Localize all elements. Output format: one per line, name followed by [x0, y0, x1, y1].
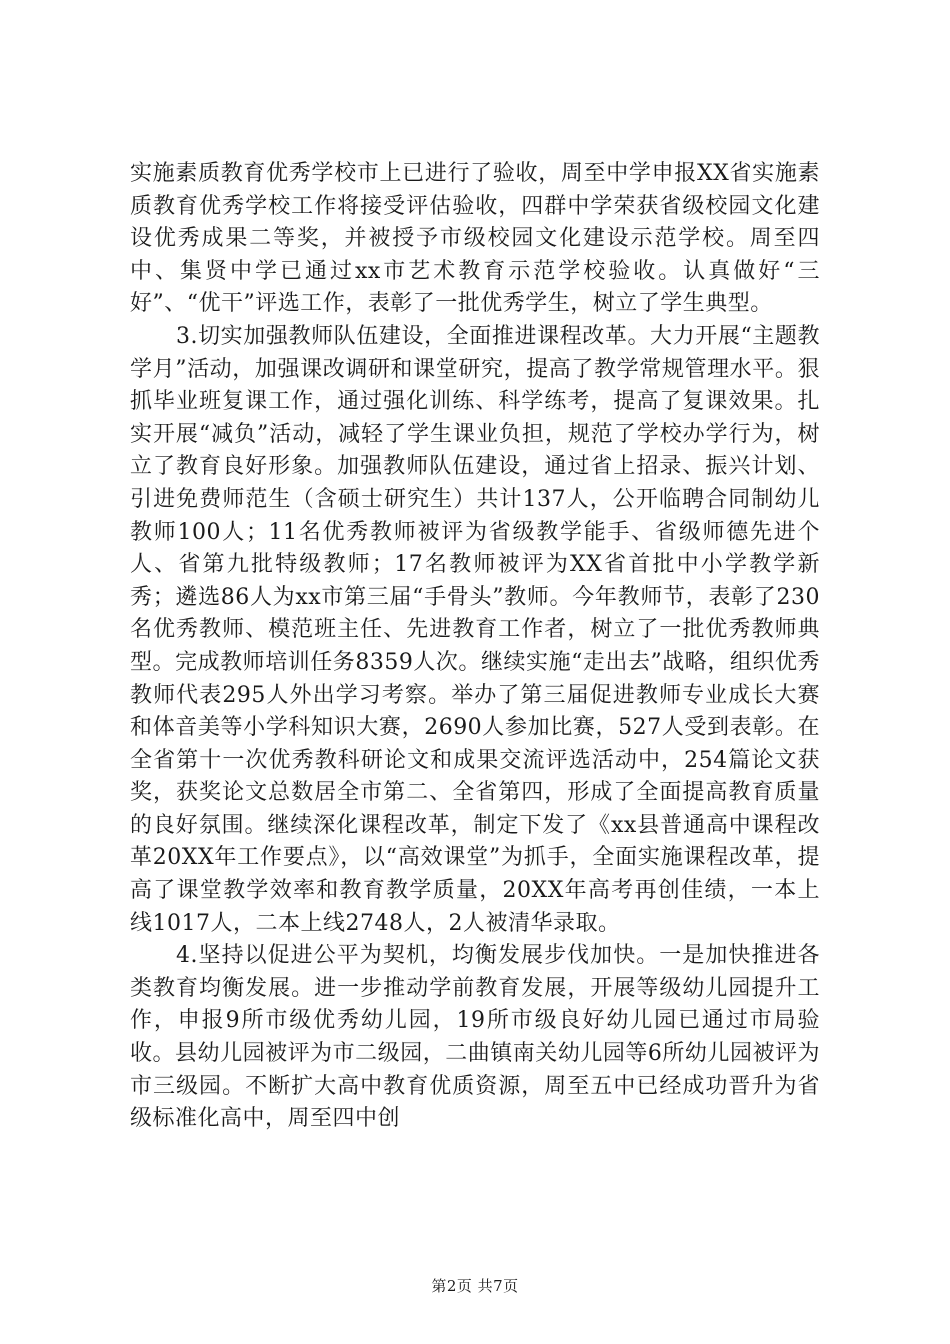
- page-footer: 第2页 共7页: [431, 1277, 519, 1295]
- document-body: [130, 158, 820, 1136]
- paragraph-teacher-team: 3.切实加强教师队伍建设，全面推进课程改革。大力开展“主题教学月”活动，加强课改调研和课堂研究，提高了教学常规管理水平。狠抓毕业班复课工作，通过强化训练、科学练考，提高了复课效果。扎实开展“减负”活动，减轻了学生课业负担，规范了学校办学行为，树立了教育良好形象。加强教师队伍建设，通过省上招录、振兴计划、引进免费师范生（含硕士研究生）共计137人，公开临聘合同制幼儿教师100人；11名优秀教师被评为省级教学能手、省级师德先进个人、省第九批特级教师；17名教师被评为XX省首批中小学教学新秀；遴选86人为xx市第三届“手骨头”教师。今年教师节，表彰了230名优秀教师、模范班主任、先进教育工作者，树立了一批优秀教师典型。完成教师培训任务8359人次。继续实施“走出去”战略，组织优秀教师代表295人外出学习考察。举办了第三届促进教师专业成长大赛和体音美等小学科知识大赛，2690人参加比赛，527人受到表彰。在全省第十一次优秀教科研论文和成果交流评选活动中，254篇论文获奖，获奖论文总数居全市第二、全省第四，形成了全面提高教育质量的良好氛围。继续深化课程改革，制定下发了《xx县普通高中课程改革20XX年工作要点》，以“高效课堂”为抓手，全面实施课程改革，提高了课堂教学效率和教育教学质量，20XX年高考再创佳绩，一本上线1017人，二本上线2748人，2人被清华录取。: [130, 323, 820, 936]
- paragraph-continuation: 实施素质教育优秀学校市上已进行了验收，周至中学申报XX省实施素质教育优秀学校工作将接受评估验收，四群中学荣获省级校园文化建设优秀成果二等奖，并被授予市级校园文化建设示范学校。周至四中、集贤中学已通过xx市艺术教育示范学校验收。认真做好“三好”、“优干”评选工作，表彰了一批优秀学生，树立了学生典型。: [130, 161, 820, 317]
- paragraph-balanced-development: 4.坚持以促进公平为契机，均衡发展步伐加快。一是加快推进各类教育均衡发展。进一步推动学前教育发展，开展等级幼儿园提升工作，申报9所市级优秀幼儿园，19所市级良好幼儿园已通过市局验收。县幼儿园被评为市二级园，二曲镇南关幼儿园等6所幼儿园被评为市三级园。不断扩大高中教育优质资源，周至五中已经成功晋升为省级标准化高中，周至四中创: [130, 943, 820, 1132]
